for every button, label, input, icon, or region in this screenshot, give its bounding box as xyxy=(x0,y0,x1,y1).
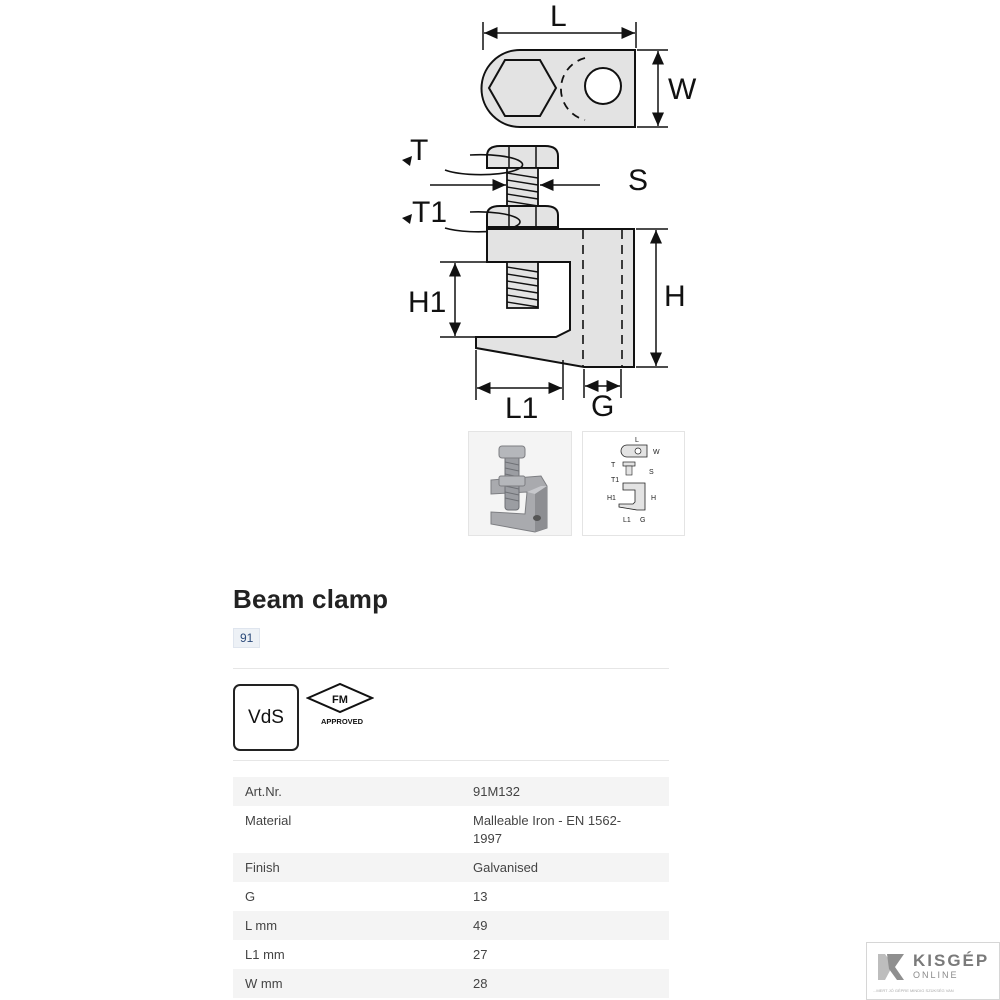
product-photo-image xyxy=(469,432,571,535)
label-W: W xyxy=(668,73,697,106)
mini-label-S: S xyxy=(649,469,654,476)
label-T1: T1 xyxy=(412,196,448,229)
spec-value: 49 xyxy=(473,918,488,933)
technical-drawing-mini xyxy=(583,432,684,535)
spec-value: 13 xyxy=(473,889,488,904)
table-row xyxy=(233,911,669,940)
spec-value: Malleable Iron - EN 1562-1997 xyxy=(473,813,622,846)
mini-label-L1: L1 xyxy=(623,517,631,524)
dimension-H1 xyxy=(408,262,505,337)
mini-label-T: T xyxy=(611,462,616,469)
spec-label: Art.Nr. xyxy=(245,784,282,799)
table-row xyxy=(233,777,669,806)
label-H: H xyxy=(664,280,686,313)
label-H1: H1 xyxy=(408,286,447,319)
label-S: S xyxy=(628,164,649,197)
watermark-tagline: ...MERT JÓ GÉPRE MINDIG SZÜKSÉG VAN xyxy=(873,988,954,993)
mini-label-L: L xyxy=(635,437,639,444)
table-row xyxy=(233,940,669,969)
watermark-sub: ONLINE xyxy=(913,970,959,980)
mini-label-W: W xyxy=(653,449,660,456)
mini-label-T1: T1 xyxy=(611,477,620,484)
vds-certification-badge xyxy=(233,684,299,751)
spec-label: W mm xyxy=(245,976,283,991)
label-G: G xyxy=(591,390,615,423)
table-row xyxy=(233,969,669,998)
lug-top-view xyxy=(482,50,636,127)
label-L1: L1 xyxy=(505,392,539,425)
spec-label: G xyxy=(245,889,256,904)
fm-approved-logo xyxy=(306,682,374,732)
spec-label: Material xyxy=(245,813,292,828)
product-title: Beam clamp xyxy=(233,584,389,614)
mini-label-H: H xyxy=(651,495,657,502)
spec-value: 27 xyxy=(473,947,488,962)
spec-label: L mm xyxy=(245,918,278,933)
kisgep-logo-icon xyxy=(875,951,907,983)
threaded-rod xyxy=(507,168,538,208)
dimension-L xyxy=(483,0,636,50)
divider xyxy=(233,668,669,669)
watermark-brand: KISGÉP xyxy=(913,951,990,970)
vds-label: VdS xyxy=(248,706,284,728)
technical-drawing xyxy=(380,0,720,425)
thumbnail-technical-drawing[interactable] xyxy=(582,431,685,536)
fm-approved-label: APPROVED xyxy=(321,717,364,726)
fm-label: FM xyxy=(332,694,348,706)
divider xyxy=(233,760,669,761)
dimension-H xyxy=(636,229,686,367)
table-row xyxy=(233,882,669,911)
series-badge[interactable]: 91 xyxy=(233,628,260,648)
mini-label-G: G xyxy=(640,517,646,524)
spec-value: Galvanised xyxy=(473,860,539,875)
table-row xyxy=(233,853,669,882)
thumbnail-product-photo[interactable] xyxy=(468,431,572,536)
table-row xyxy=(233,806,669,853)
dimension-W xyxy=(637,50,697,127)
clamp-body xyxy=(476,229,634,367)
spec-value: 28 xyxy=(473,976,488,991)
kisgep-watermark xyxy=(866,942,1000,1000)
label-T: T xyxy=(410,134,429,167)
spec-value: 91M132 xyxy=(473,784,520,799)
mini-label-H1: H1 xyxy=(607,495,616,502)
spec-table xyxy=(233,777,669,998)
spec-label: L1 mm xyxy=(245,947,285,962)
dimension-G xyxy=(584,369,621,423)
spec-label: Finish xyxy=(245,860,280,875)
lock-nut xyxy=(487,206,558,227)
label-L: L xyxy=(550,0,567,33)
